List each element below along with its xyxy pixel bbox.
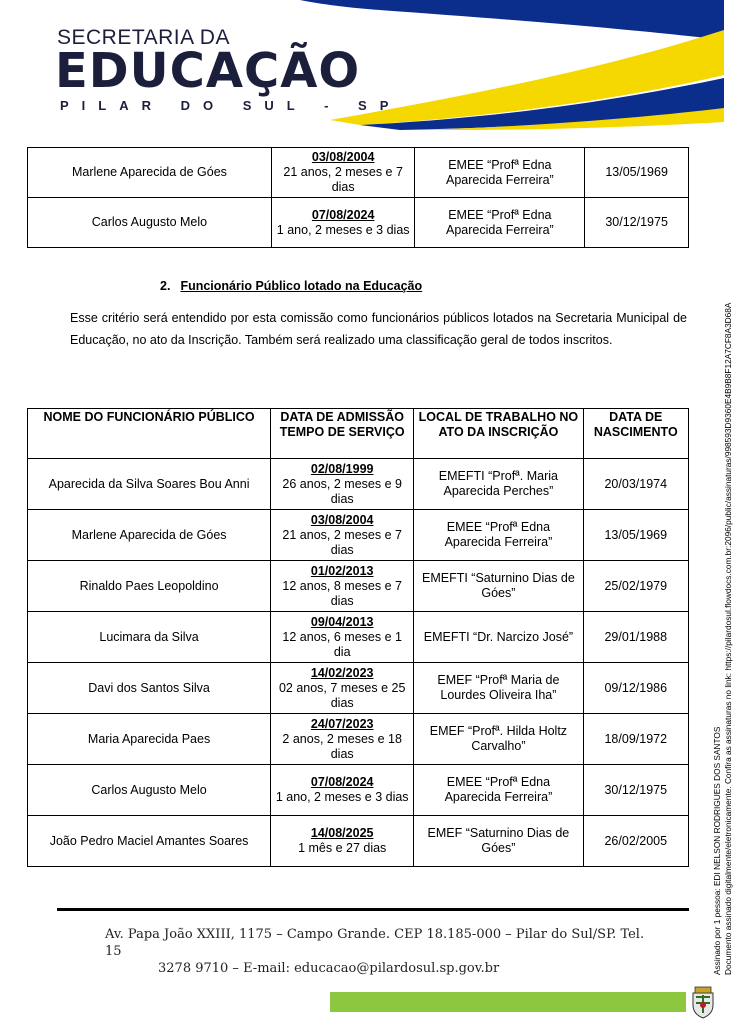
service-time: 12 anos, 6 meses e 1 dia	[282, 629, 402, 659]
table-row	[28, 816, 689, 867]
logo-title-large: EDUCAÇÃO	[55, 43, 361, 99]
service-time: 1 ano, 2 meses e 3 dias	[276, 222, 410, 237]
signature-line1: Assinado por 1 pessoa: EDI NELSON RODRIGUES DOS SANTOS	[712, 726, 722, 975]
cell-workplace: EMEE “Profª Edna Aparecida Ferreira”	[414, 510, 583, 561]
table-row	[28, 148, 689, 198]
cell-workplace: EMEF “Profª. Hilda Holtz Carvalho”	[414, 714, 583, 765]
cell-birth: 30/12/1975	[585, 198, 689, 248]
cell-admission	[271, 510, 414, 561]
table-row	[28, 198, 689, 248]
cell-birth: 26/02/2005	[583, 816, 688, 867]
table-row	[28, 663, 689, 714]
section-paragraph: Esse critério será entendido por esta comissão como funcionários públicos lotados na Secretaria Municipal de Educação, no ato da Inscrição. Também será realizado uma classificação geral de todos inscritos.	[70, 311, 687, 347]
cell-name: Carlos Augusto Melo	[28, 765, 271, 816]
service-time: 02 anos, 7 meses e 25 dias	[278, 680, 406, 710]
cell-workplace: EMEE “Profª Edna Aparecida Ferreira”	[414, 765, 583, 816]
table-row	[28, 561, 689, 612]
header-name: NOME DO FUNCIONÁRIO PÚBLICO	[28, 409, 271, 459]
cell-birth: 13/05/1969	[583, 510, 688, 561]
cell-name: Carlos Augusto Melo	[28, 198, 272, 248]
cell-name: Maria Aparecida Paes	[28, 714, 271, 765]
cell-admission	[271, 561, 414, 612]
cell-workplace: EMEFTI “Saturnino Dias de Góes”	[414, 561, 583, 612]
cell-admission	[271, 612, 414, 663]
logo-subtitle: PILAR DO SUL - SP	[60, 98, 402, 113]
municipal-crest-icon	[690, 985, 716, 1019]
table-row	[28, 510, 689, 561]
cell-name: João Pedro Maciel Amantes Soares	[28, 816, 271, 867]
header-admission: DATA DE ADMISSÃO TEMPO DE SERVIÇO	[271, 409, 414, 459]
cell-workplace: EMEF “Saturnino Dias de Góes”	[414, 816, 583, 867]
section-title: Funcionário Público lotado na Educação	[180, 279, 423, 293]
footer-address-line2: 3278 9710 – E-mail: educacao@pilardosul.sp.gov.br	[158, 961, 500, 976]
cell-admission	[271, 459, 414, 510]
logo-title-small: SECRETARIA DA	[57, 26, 230, 49]
cell-workplace: EMEFTI “Dr. Narcizo José”	[414, 612, 583, 663]
table-row	[28, 714, 689, 765]
service-time: 1 mês e 27 dias	[298, 841, 387, 855]
cell-admission	[271, 663, 414, 714]
table-header-row	[28, 409, 689, 459]
cell-name: Aparecida da Silva Soares Bou Anni	[28, 459, 271, 510]
cell-birth: 25/02/1979	[583, 561, 688, 612]
signature-line2: Documento assinado digitalmente/eletronicamente. Confira as assinaturas no link: https://pilardosul.flowdocs.com.br:2096/public/assinaturas/998593D9360E4B9B8F12A7CF8A3D68A	[723, 302, 733, 975]
footer-accent-bar	[330, 992, 686, 1012]
section-number: 2.	[160, 279, 171, 293]
service-time: 1 ano, 2 meses e 3 dias	[275, 790, 409, 804]
service-time: 2 anos, 2 meses e 18 dias	[282, 731, 402, 761]
cell-name: Rinaldo Paes Leopoldino	[28, 561, 271, 612]
admission-date: 02/08/1999	[310, 461, 374, 476]
cell-admission	[271, 148, 415, 198]
cell-admission	[271, 714, 414, 765]
cell-admission	[271, 816, 414, 867]
service-time: 12 anos, 8 meses e 7 dias	[282, 578, 402, 608]
table-row	[28, 612, 689, 663]
admission-date: 01/02/2013	[310, 563, 374, 578]
section-heading	[160, 279, 422, 293]
admission-date: 09/04/2013	[310, 614, 374, 629]
header-birth: DATA DE NASCIMENTO	[583, 409, 688, 459]
admission-date: 07/08/2024	[311, 207, 375, 222]
service-time: 21 anos, 2 meses e 7 dias	[282, 527, 402, 557]
service-time: 21 anos, 2 meses e 7 dias	[283, 165, 403, 194]
cell-workplace: EMEE “Profª Edna Aparecida Ferreira”	[415, 148, 585, 198]
footer-divider	[57, 908, 689, 911]
footer-address-line1: Av. Papa João XXIII, 1175 – Campo Grande. CEP 18.185-000 – Pilar do Sul/SP. Tel. 15	[105, 927, 645, 959]
cell-workplace: EMEFTI “Profª. Maria Aparecida Perches”	[414, 459, 583, 510]
service-time: 26 anos, 2 meses e 9 dias	[282, 476, 402, 506]
table-row	[28, 459, 689, 510]
admission-date: 24/07/2023	[310, 716, 374, 731]
cell-workplace: EMEE “Profª Edna Aparecida Ferreira”	[415, 198, 585, 248]
cell-name: Marlene Aparecida de Góes	[28, 148, 272, 198]
cell-name: Marlene Aparecida de Góes	[28, 510, 271, 561]
cell-birth: 20/03/1974	[583, 459, 688, 510]
admission-date: 03/08/2004	[311, 150, 375, 164]
cell-birth: 09/12/1986	[583, 663, 688, 714]
admission-date: 07/08/2024	[310, 775, 374, 789]
table-continuation	[27, 147, 689, 248]
employees-table	[27, 408, 689, 867]
cell-workplace: EMEF “Profª Maria de Lourdes Oliveira Iha”	[414, 663, 583, 714]
cell-birth: 13/05/1969	[585, 148, 689, 198]
cell-admission	[271, 765, 414, 816]
admission-date: 14/08/2025	[310, 826, 374, 840]
admission-date: 03/08/2004	[310, 512, 374, 527]
table-row	[28, 765, 689, 816]
cell-name: Lucimara da Silva	[28, 612, 271, 663]
cell-admission	[271, 198, 415, 248]
cell-birth: 18/09/1972	[583, 714, 688, 765]
cell-name: Davi dos Santos Silva	[28, 663, 271, 714]
admission-date: 14/02/2023	[310, 665, 374, 680]
cell-birth: 29/01/1988	[583, 612, 688, 663]
footer-address	[105, 926, 645, 977]
cell-birth: 30/12/1975	[583, 765, 688, 816]
header-workplace: LOCAL DE TRABALHO NO ATO DA INSCRIÇÃO	[414, 409, 583, 459]
